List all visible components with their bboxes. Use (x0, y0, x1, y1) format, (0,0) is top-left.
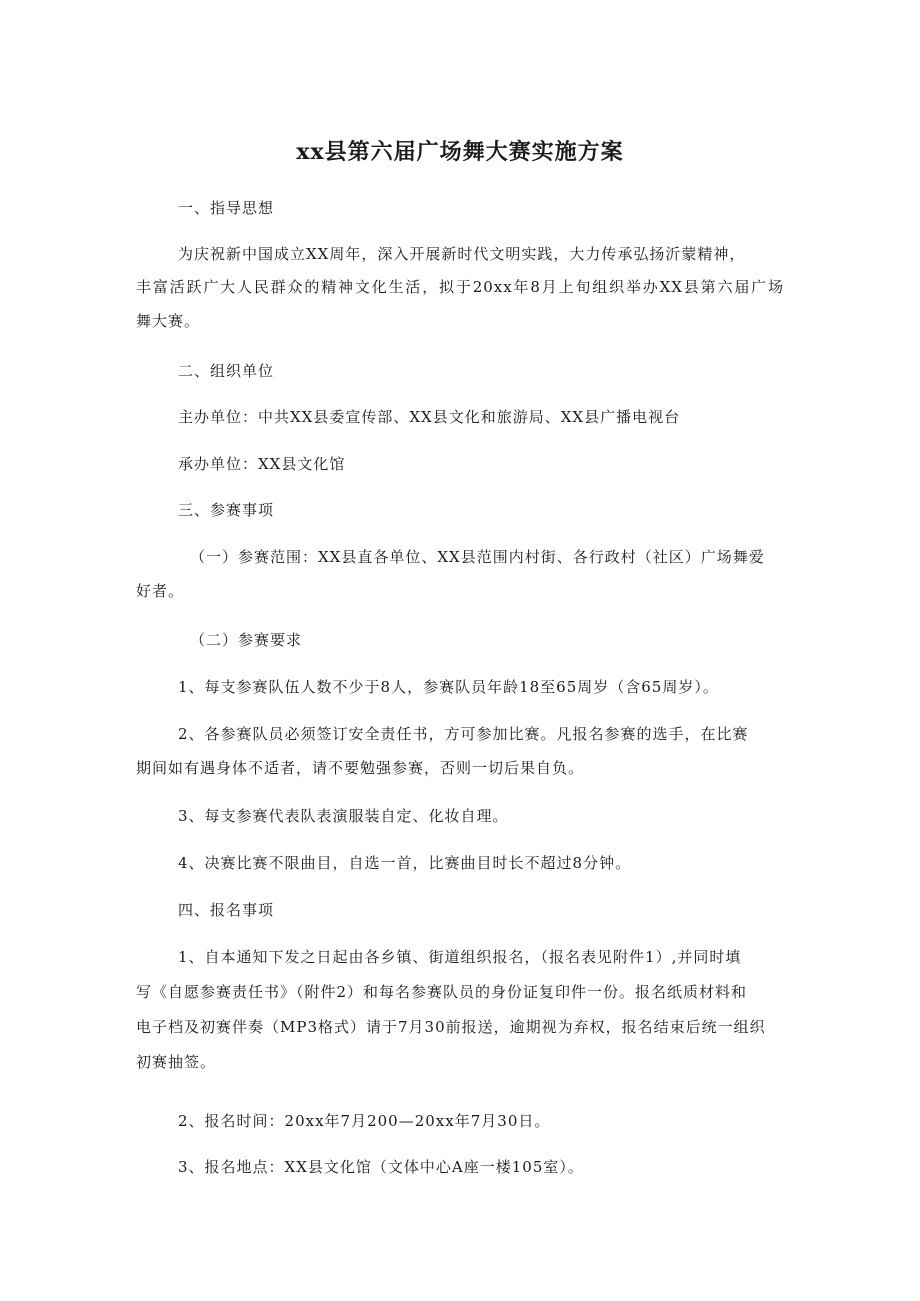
registration-time: 2、报名时间：20xx年7月200—20xx年7月30日。 (178, 1112, 551, 1130)
subheading-requirements: （二）参赛要求 (190, 631, 303, 649)
requirement-item: 4、决赛比赛不限曲目，自选一首，比赛曲目时长不超过8分钟。 (178, 854, 632, 872)
host-unit-line: 主办单位：中共XX县委宣传部、XX县文化和旅游局、XX县广播电视台 (178, 408, 681, 426)
requirement-item-cont: 期间如有遇身体不适者，请不要勉强参赛，否则一切后果自负。 (136, 759, 585, 777)
registration-item: 1、自本通知下发之日起由各乡镇、街道组织报名，（报名表见附件1）,并同时填 (178, 948, 742, 966)
paragraph-line: 好者。 (136, 582, 185, 600)
requirement-item: 1、每支参赛队伍人数不少于8人，参赛队员年龄18至65周岁（含65周岁）。 (178, 678, 719, 696)
registration-location: 3、报名地点：XX县文化馆（文体中心A座一楼105室）。 (178, 1158, 584, 1176)
document-title: xx县第六届广场舞大赛实施方案 (296, 139, 624, 165)
paragraph-line: 丰富活跃广大人民群众的精神文化生活，拟于20xx年8月上旬组织举办XX县第六届广场 (136, 278, 784, 296)
paragraph-line: 舞大赛。 (136, 312, 201, 330)
registration-item-cont: 写《自愿参赛责任书》（附件2）和每名参赛队员的身份证复印件一份。报名纸质材料和 (136, 983, 748, 1001)
section-heading-participation: 三、参赛事项 (178, 501, 275, 519)
organizer-unit-line: 承办单位：XX县文化馆 (178, 455, 346, 473)
requirement-item: 2、各参赛队员必须签订安全责任书，方可参加比赛。凡报名参赛的选手，在比赛 (178, 725, 749, 743)
registration-item-cont: 电子档及初赛伴奏（MP3格式）请于7月30前报送，逾期视为弃权，报名结束后统一组织 (136, 1018, 766, 1036)
requirement-item: 3、每支参赛代表队表演服装自定、化妆自理。 (178, 807, 509, 825)
section-heading-organizers: 二、组织单位 (178, 362, 275, 380)
section-heading-guiding-ideology: 一、指导思想 (178, 199, 275, 217)
section-heading-registration: 四、报名事项 (178, 901, 275, 919)
paragraph-line: 为庆祝新中国成立XX周年，深入开展新时代文明实践，大力传承弘扬沂蒙精神， (178, 245, 746, 263)
paragraph-line: （一）参赛范围：XX县直各单位、XX县范围内村街、各行政村（社区）广场舞爱 (190, 548, 765, 566)
registration-item-cont: 初赛抽签。 (136, 1053, 217, 1071)
